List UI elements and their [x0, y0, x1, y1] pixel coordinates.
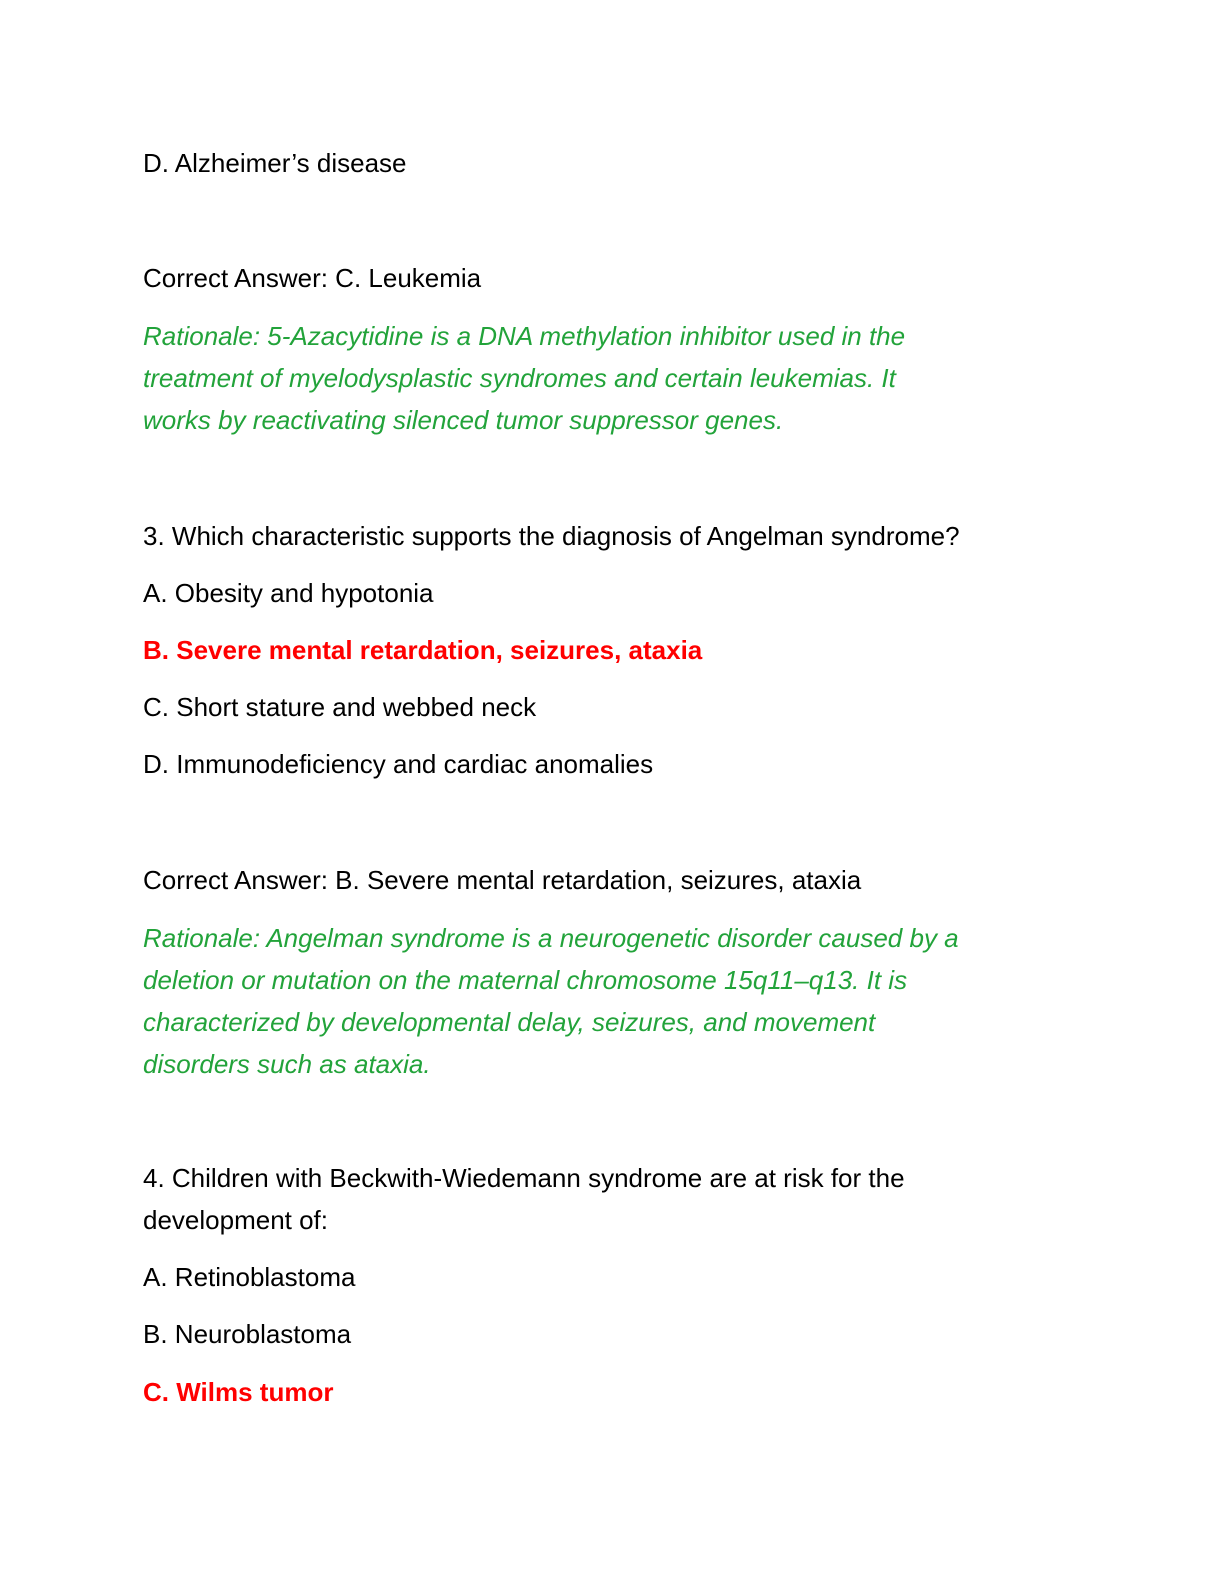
- question-3-option-c: C. Short stature and webbed neck: [143, 692, 537, 722]
- question-4-stem: [143, 1157, 905, 1241]
- question-3-option-a: A. Obesity and hypotonia: [143, 578, 434, 608]
- question-4-option-b: B. Neuroblastoma: [143, 1319, 352, 1349]
- question-3-stem: 3. Which characteristic supports the diagnosis of Angelman syndrome?: [143, 521, 960, 551]
- question-3-rationale: [143, 917, 1073, 1085]
- rationale-line: characterized by developmental delay, seizures, and movement: [143, 1007, 876, 1037]
- prev-correct-answer: Correct Answer: C. Leukemia: [143, 263, 482, 293]
- question-3-option-b-correct: B. Severe mental retardation, seizures, ataxia: [143, 635, 703, 665]
- question-3-option-d: D. Immunodeficiency and cardiac anomalies: [143, 749, 654, 779]
- prev-rationale: [143, 315, 1073, 441]
- prev-option-d: D. Alzheimer’s disease: [143, 148, 407, 178]
- question-3-correct-answer: Correct Answer: B. Severe mental retardation, seizures, ataxia: [143, 865, 862, 895]
- question-4-option-c-correct: C. Wilms tumor: [143, 1377, 334, 1407]
- question-4-option-a: A. Retinoblastoma: [143, 1262, 356, 1292]
- rationale-line: Rationale: 5-Azacytidine is a DNA methylation inhibitor used in the: [143, 321, 906, 351]
- rationale-line: works by reactivating silenced tumor suppressor genes.: [143, 405, 784, 435]
- rationale-line: deletion or mutation on the maternal chromosome 15q11–q13. It is: [143, 965, 908, 995]
- rationale-line: disorders such as ataxia.: [143, 1049, 431, 1079]
- rationale-line: Rationale: Angelman syndrome is a neurogenetic disorder caused by a: [143, 923, 959, 953]
- question-stem-line: 4. Children with Beckwith-Wiedemann syndrome are at risk for the: [143, 1163, 905, 1193]
- question-stem-line: development of:: [143, 1205, 329, 1235]
- rationale-line: treatment of myelodysplastic syndromes and certain leukemias. It: [143, 363, 896, 393]
